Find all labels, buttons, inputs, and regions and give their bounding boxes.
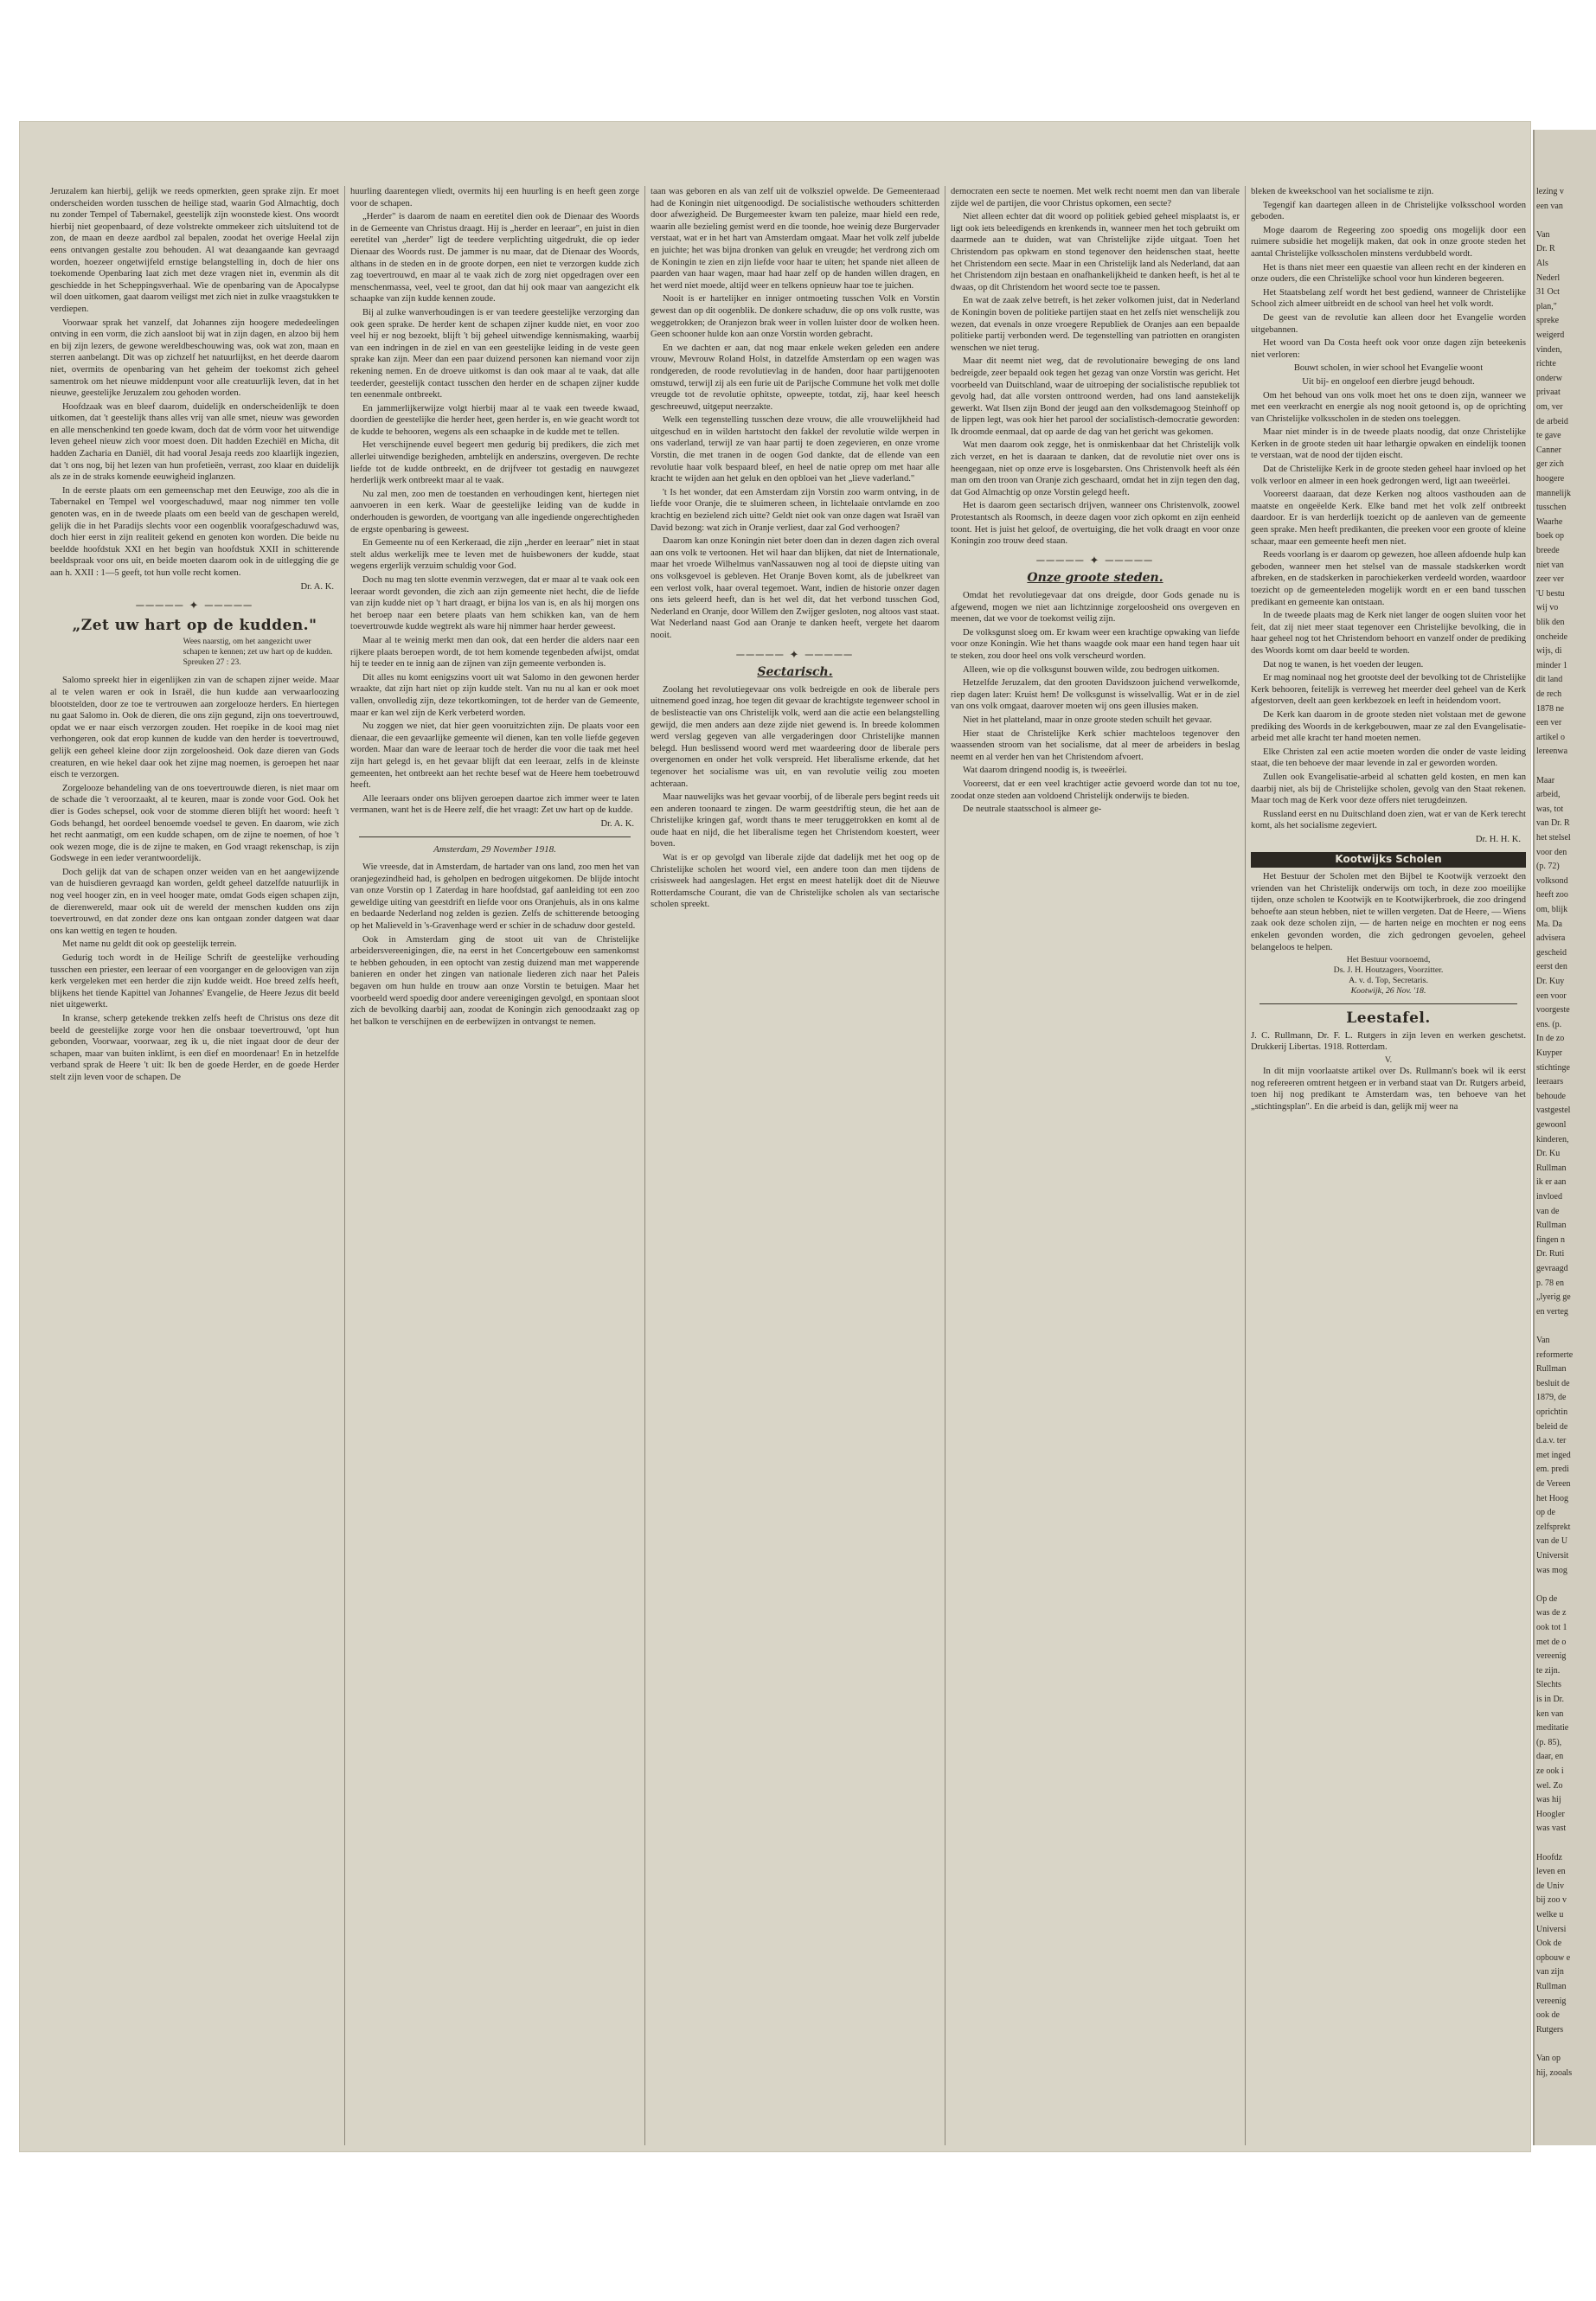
strip-line: breede	[1536, 546, 1560, 555]
paragraph: Nu zal men, zoo men de toestanden en verhoudingen kent, hiertegen niet aanvoeren in een kerk. Waar de geestelijke leiding van de kudde in onderhouden is geworden, de voortgang van alle ingediende ongerechtigheden de ergste openbaring is geweest.	[350, 489, 639, 535]
paragraph: Nu zoggen we niet, dat hier geen vooruitzichten zijn. De plaats voor een dienaar, die een gevaarlijke gemeente wil dienen, kan ten volle liefde gegeven worden. Maar dan ware de leeraar toch de herder die voor die taak met heel zijn hart gelegd is, en het gevaar blijft dat een leeraar, zelfs in de kleinste gemeenten, het ontbreekt aan het rechte besef wat de Heere hem toebetrouwd heeft.	[350, 721, 639, 791]
strip-line: (p. 72)	[1536, 862, 1560, 872]
paragraph: Zullen ook Evangelisatie-arbeid al schatten geld kosten, en men kan daarbij niet, als bij de Christelijke scholen, gevolg van den Staat rekenen. Maar toch mag de Kerk voor deze offers niet terugdeinzen.	[1251, 772, 1526, 806]
paragraph: In de eerste plaats om een gemeenschap met den Eeuwige, zoo als die in Tabernakel en Tempel wel voorgeschaduwd, maar nog nimmer ten volle genoten was, en in de tweede plaats om een beeld van de geschapen wereld, gelijk die in het Paradijs slechts voor een oogenblik voorafgeschaduwd was, doch hier eerst in zijn realiteit gekend en genoten kon worden. Die beide nu beeldde hoofdstuk XXI en het begin van hoofdstuk XXII in schitterende beeldspraak voor ons uit, en beide moeten daarom ook in de uitlegging die ge aan h. XXII : 1—5 geeft, tot hun volle recht komen.	[50, 485, 339, 578]
paragraph: Er mag nominaal nog het grootste deel der bevolking tot de Christelijke Kerk behooren, feitelijk is verreweg het meerder deel geheel van de Kerk afgestorven, deelt aan geen kerkbezoek en leeft in heidendom voort.	[1251, 673, 1526, 707]
paragraph: In de tweede plaats mag de Kerk niet langer de oogen sluiten voor het feit, dat zij niet meer staat tegenover een Christelijke bevolking, die in haar geheel nog tot het Christendom behoort en vanzelf onder de prediking des Woords komt om daar beeld te worden.	[1251, 611, 1526, 656]
strip-line: ook de	[1536, 2010, 1560, 2021]
strip-line: wijs, di	[1536, 646, 1562, 657]
paragraph: Moge daarom de Regeering zoo spoedig ons mogelijk door een ruimere subsidie het mogelijk maken, dat ook in onze groote steden het aantal Christelijke volksscholen minstens verdubbeld wordt.	[1251, 225, 1526, 259]
strip-line: richte	[1536, 359, 1556, 369]
column-rule	[1245, 186, 1246, 2145]
paragraph: bleken de kweekschool van het socialisme te zijn.	[1251, 187, 1434, 196]
strip-line: was vast	[1536, 1823, 1567, 1834]
section-rule	[359, 836, 631, 837]
paragraph: Maar dit neemt niet weg, dat de revolutionaire beweging de ons land bedreigde, zeer bepaald ook tegen het gezag van onze Vorstin was gericht. Het voorbeeld van Duitschland, waar de uitroeping der socialistische republiek tot gevolg had, dat alle vorsten onttroond werden, had ons land aanstekelijk gewerkt. Wat Ilsen zijn Bond der jeugd aan den volksdemagoog Steinhoff op de lippen legt, was ook hier het parool der socialistisch-democratie geworden: Ik droomde eenmaal, dat op aarde de dag van het gericht was gekomen.	[951, 356, 1240, 437]
strip-line: te zijn.	[1536, 1665, 1561, 1676]
paragraph: Dit alles nu komt eenigszins voort uit wat Salomo in den gewonen herder wraakte, dat zijn hart niet op zijn kudde stelt. Van nu nu al kan er ook moet vallen, onvolledig zijn, deze tekortkomingen, tot de herder van de Gemeente, maar er kan wel zijn de Kerk verbeterd worden.	[350, 672, 639, 718]
strip-line: het Hoog	[1536, 1493, 1568, 1503]
paragraph: Salomo spreekt hier in eigenlijken zin van de schapen zijner weide. Maar al te velen waren er ook in Israël, die hun kudde aan verwaarloozing blootstelden, door ze toe te vertrouwen aan zorgelooze herders. En hiertegen nu gaat Salomo in. Ook de dieren, die ons zijn gegund, zijn ons toevertrouwd, opdat we er naar eisch verzorgen zouden. Het roepike in de kooi mag niet verhongeren, ook dat erop kunnen de kudde van den herder is toevertrouwd, gelijk een geheel kleine door zijn zorgeloosheid. Ook daze dieren van Gods creaturen, en wie hekel daar ook het zijne mag noemen, is geroepen het naar eisch te verzorgen.	[50, 676, 339, 780]
notice-date: Kootwijk, 26 Nov. '18.	[1350, 986, 1426, 997]
strip-line: oncheide	[1536, 631, 1568, 642]
strip-line: Universi	[1536, 1924, 1567, 1934]
strip-line: Waarhe	[1536, 516, 1563, 527]
strip-line: voorgeste	[1536, 1005, 1570, 1016]
paragraph: En Gemeente nu of een Kerkeraad, die zijn „herder en leeraar" niet in staat stelt aldus werkelijk mee te leven met de huisbewoners der kudde, staat wegens ergerlijk verzuim schuldig voor God.	[350, 538, 639, 572]
strip-line: de rech	[1536, 689, 1562, 699]
column-5	[1251, 186, 1526, 2145]
strip-line: daar, en	[1536, 1752, 1564, 1762]
divider-ornament: ───── ✦ ─────	[136, 599, 253, 612]
strip-line: besluit de	[1536, 1378, 1570, 1388]
strip-line: was hij	[1536, 1795, 1561, 1805]
strip-line: spreke	[1536, 316, 1560, 326]
strip-line: de Vereen	[1536, 1479, 1571, 1489]
article-heading: Onze groote steden.	[1027, 571, 1163, 586]
strip-line: zeer ver	[1536, 574, 1564, 585]
paragraph: Het Staatsbelang zelf wordt het best gediend, wanneer de Christelijke School zich almeer uitbreidt en de school van heel het volk wordt.	[1251, 287, 1526, 310]
strip-line: vereenig	[1536, 1996, 1567, 2006]
strip-line: 31 Oct	[1536, 287, 1560, 298]
strip-line: de arbeid	[1536, 416, 1568, 426]
strip-line: artikel o	[1536, 732, 1566, 742]
strip-line: op de	[1536, 1508, 1555, 1518]
strip-line: „lyerig ge	[1536, 1292, 1571, 1303]
strip-line: Universit	[1536, 1551, 1569, 1561]
paragraph: Gedurig toch wordt in de Heilige Schrift de geestelijke verhouding tusschen een priester, een leeraar of een voorganger en de geloovigen van zijn kerk vergeleken met een herder die zijn kudde weidt. Hoe breed zelfs heeft, blijkens het tiende Kapittel van Johannes' Evangelie, de Heere Jezus dit beeld niet uitgewerkt.	[50, 953, 339, 1010]
paragraph: Daarom kan onze Koningin niet beter doen dan in dezen dagen zich overal aan ons volk te vertoonen. Het wil haar dan blijken, dat niet de Internationale, maar het vroede Wilhelmus vanNassauwen nog al tooi de diepste uiting van ons volksgevoel is gebleven. Het Oranje Boven komt, als de jubelkreet van een verlost volk, haar overal tegemoet. Want, indien de historie onzer dagen ons iets geleerd heeft, dan is het wel dit, dat het verbond tusschen God, Nederland en Oranje, door Willem den Zwijger gesloten, nog altoos vast staat. Wat Nederland naast God aan Oranje te danken heeft, vergete het daarom nooit.	[651, 536, 939, 640]
paragraph: Alle leeraars onder ons blijven geroepen daartoe zich immer weer te laten vermanen, want het is de Heere zelf, die het vraagt: Zet uw hart op de kudde.	[350, 793, 639, 816]
strip-line: arbeid,	[1536, 790, 1561, 800]
column-2	[350, 186, 639, 2145]
board-signature: A. v. d. Top, Secretaris.	[1349, 976, 1428, 986]
paragraph: Het is thans niet meer een quaestie van alleen recht en der kinderen en onze ouders, die een Christelijke school voor hun kinderen begeeren.	[1251, 262, 1526, 285]
paragraph: Alleen, wie op die volksgunst bouwen wilde, zou bedrogen uitkomen.	[963, 664, 1220, 675]
paragraph: Reeds voorlang is er daarom op gewezen, hoe alleen afdoende hulp kan geboden, wanneer men het stelsel van de massale stadskerken wordt afbreken, en de stadskerken in parochiekerken verdeeld worden, waardoor toezicht op de gemeenteleden mogelijk wordt en er een band tusschen predikant en gemeente kan ontstaan.	[1251, 550, 1526, 607]
strip-line: voor den	[1536, 847, 1567, 857]
strip-line: het stelsel	[1536, 833, 1571, 843]
strip-line: van zijn	[1536, 1967, 1564, 1977]
paragraph: Bij al zulke wanverhoudingen is er van teedere geestelijke verzorging dan ook geen sprake. De herder kent de schapen zijner kudde niet, en voor zoo veel hij er nog bezoekt, blijft 't bij geheel uitwendige kennismaking, waarbij van een indringen in de ziel en van een geestelijke leiding in de veste geen sprake kan zijn. Meer dan een paar duizend personen kan niemand voor zijn rekening nemen. En de droeve uitkomst is dan ook maar al te vaak, dat alle teederder, geestelijk contact tusschen den herder en de schapen zijner kudde ten eenenmale ontbreekt.	[350, 307, 639, 401]
strip-line: eerst den	[1536, 962, 1567, 972]
strip-line: minder 1	[1536, 660, 1567, 670]
strip-line: hoogere	[1536, 474, 1565, 484]
strip-line: 'U bestu	[1536, 588, 1565, 599]
poem-line: Bouwt scholen, in wier school het Evangelie woont	[1293, 363, 1484, 374]
strip-line: tusschen	[1536, 503, 1567, 513]
paragraph: Wat is er op gevolgd van liberale zijde dat dadelijk met het oog op de Christelijke scholen het woord viel, een andere toon dan men tijdens de crisisweek had aangeslagen. Het ergst en meest hatelijk doet dit de Nieuwe Rotterdamsche Courant, die van de Christelijke scholen als van sectarische scholen spreekt.	[651, 853, 939, 910]
paragraph: In kranse, scherp getekende trekken zelfs heeft de Christus ons deze dit beeld de geestelijke zorge voor hen die onsbaar toevertrouwd, 'opt hun gebonden, Voorwaar, voorwaar, zeg ik u, die niet ingaat door de deur der schapen, maar van buiten inklimt, is een dief en moordenaar! En in hetzelfde verband sprak de Heere 't uit: Ik ben de goede Herder, en de goede Herder stelt zijn leven voor de schapen. De	[50, 1014, 339, 1082]
paragraph: De volksgunst sloeg om. Er kwam weer een krachtige opwaking van liefde voor onze Koningin. Wie het thans waagde ook maar een hand tegen haar uit te steken, zou door heel ons volk verscheurd worden.	[951, 627, 1240, 661]
paragraph: Elke Christen zal een actie moeten worden die onder de vaste leiding staat, die ten behoeve der maar levende in zal er geworden worden.	[1251, 747, 1526, 769]
strip-line: Dr. R	[1536, 244, 1555, 254]
paragraph: Maar nauwelijks was het gevaar voorbij, of de liberale pers begint reeds uit een anderen toonaard te zingen. De warm geestdriftig steun, die het aan de Christelijke kringen gaf, wordt thans te meer teruggetrokken en komt al de oude haat en nijd, die het liberalisme tegen het Christendom koestert, weer boven.	[651, 792, 939, 849]
paragraph: Dat nog te wanen, is het voeden der leugen.	[1263, 659, 1424, 670]
paragraph: taan was geboren en als van zelf uit de volksziel opwelde. De Gemeenteraad had de Koningin niet uitgenoodigd. De socialistische wethouders schitterden door afwezigheid. De Burgemeester kwam ten paleize, maar hield een rede, waarin alle bezieling gemist werd en die toonde, hoe weinig deze Burgervader verstaat, wat er in het hart van Amsterdam omgaat. Maar het volk zelf jubelde en juichte; het was bijna dronken van geluk en vreugde; het verdrong zich om de Koningin te zien en zijn liefde voor haar te uiten; het spande niet alleen de paarden van haar wagen, maar had haar zelf op de handen willen dragen, en het werd niet moede, altijd weer en telkens opnieuw haar toe te juichen.	[651, 187, 939, 291]
strip-line: de Univ	[1536, 1881, 1564, 1891]
strip-line: kinderen,	[1536, 1134, 1569, 1144]
paragraph: Hier staat de Christelijke Kerk schier machteloos tegenover den waassenden stroom van het socialisme, dat al meer de arbeiders in beslag neemt en al verder hen van het Christendom afvoert.	[951, 728, 1240, 762]
article-heading: Sectarisch.	[757, 665, 833, 680]
strip-line: met de o	[1536, 1637, 1567, 1647]
strip-line: leven en	[1536, 1867, 1566, 1877]
paragraph: huurling daarentegen vliedt, overmits hij een huurling is en heeft geen zorge voor de schapen.	[350, 187, 639, 208]
paragraph: Om het behoud van ons volk moet het ons te doen zijn, wanneer we met een veerkracht en energie als nog nooit getoond is, op de oprichting van Christelijke volksscholen in de steden ons toeleggen.	[1251, 390, 1526, 424]
paragraph: Niet alleen echter dat dit woord op politiek gebied geheel misplaatst is, er ligt ook iets beleedigends en krenkends in, wanneer men het toch gebruikt om daarmede aan te duiden, wat van Christelijke zijde uitgaat. Toen het Christendom pas opkwam en stond tegenover den heidenschen staat, heette het Christendom een secte. Maar in een Christelijk land als Nederland, dat aan het Christendom zijn bestaan en onafhankelijkheid te danken heeft, is het al te dwaas, op dit Christendom het woord secte toe te passen.	[951, 212, 1240, 292]
strip-line: fingen n	[1536, 1234, 1566, 1245]
strip-line: bij zoo v	[1536, 1895, 1567, 1906]
paragraph: Hoofdzaak was en bleef daarom, duidelijk en onderscheidenlijk te doen uitkomen, dat 't geestelijk thans alles vrij van alle smet, nieuw was geworden en alle menschenkind ten goede kwam, doch dat de vórm voor het uitwendige leven geheel nieuw zich voor moest doen. Dit hadden Ezechiël en Micha, dit hadden Zacharia en Daniël, dit had vooral Jesaja reeds zoo klaarlijk ingezien, dat 't ons nog, bij het lezen van hun profetieën, verrast, zoo klaar en duidelijk als ze in de straks komende eeuwigheid inglanzen.	[50, 401, 339, 483]
paragraph: In dit mijn voorlaatste artikel over Ds. Rullmann's boek wil ik eerst nog refereeren omtrent hetgeen er in verband staat van Dr. Rutgers arbeid, toen hij nog predikant te Amsterdam was, ten behoeve van het „stichtingsplan". En die arbeid is dan, gelijk mij weer na	[1251, 1067, 1526, 1112]
paragraph: Jeruzalem kan hierbij, gelijk we reeds opmerkten, geen sprake zijn. Er moet onderscheiden worden tusschen de heilige stad, waarin God Almachtig, doch nu zonder Tempel of Tabernakel, geestelijk zijn woonstede kiest. Ons woordt hierbij niet geopenbaard, of deze volstrekte ommekeer zich uitsluitend tot de zon, de maan en deeze aardbol zal bepalen, zoodat het overige Heelal zijn eens ontvangen gestalte zou behouden. Al wat deaangaande kan gevraagd worden, hoezeer ongetwijfeld ernstige belangstelling in, doch de hier ons toekomende Openbaring laat zich met deze vragen niet in, evenmin als dit geschiedde in het Scheppingsverhaal. Wie de openbaring van de Apocalypse wil doen uitkomen, gaat daarom veiligst met zich niet in zulke vraagstukken te verdiepen.	[50, 187, 339, 314]
strip-line: en verteg	[1536, 1306, 1568, 1317]
strip-line: Hoofdz	[1536, 1852, 1562, 1862]
paragraph: Het Bestuur der Scholen met den Bijbel te Kootwijk verzoekt den vrienden van het Christelijk onderwijs om toch, in deze zoo moeilijke tijden, onze scholen te Kootwijk en te Kootwijkerbroek, die zoo dringend behoefte aan steun hebben, niet te willen vergeten. Dat de Heere, — Wiens zaak ook deze scholen zijn, — de harten neige en mochten er nog eens enkelen gevonden worden, die zich gedrongen gevoelen, geheel belangeloos te helpen.	[1251, 872, 1526, 952]
strip-line: beleid de	[1536, 1421, 1568, 1432]
column-1	[50, 186, 339, 2145]
strip-line: was, tot	[1536, 804, 1564, 814]
strip-line: Hoogler	[1536, 1809, 1565, 1819]
strip-line: een ver	[1536, 718, 1562, 728]
strip-line: reformerte	[1536, 1349, 1574, 1360]
adjacent-page-text	[1536, 186, 1596, 2145]
strip-line: ze ook i	[1536, 1766, 1564, 1776]
strip-line: p. 78 en	[1536, 1278, 1564, 1288]
strip-line: 1879, de	[1536, 1393, 1567, 1403]
strip-line: oprichtin	[1536, 1407, 1568, 1417]
book-citation: J. C. Rullmann, Dr. F. L. Rutgers in zijn leven en werken geschetst. Drukkerij Libertas. 1918. Rotterdam.	[1251, 1030, 1526, 1053]
section-rule	[1259, 1003, 1517, 1004]
strip-line: Rullman	[1536, 1163, 1567, 1173]
strip-line: niet van	[1536, 560, 1564, 570]
strip-line: Ma. Da	[1536, 919, 1562, 929]
strip-line: gescheid	[1536, 947, 1567, 958]
strip-line: opbouw e	[1536, 1952, 1571, 1963]
paragraph: Niet in het platteland, maar in onze groote steden schuilt het gevaar.	[963, 715, 1212, 725]
divider-ornament: ───── ✦ ─────	[736, 647, 854, 661]
column-rule	[344, 186, 345, 2145]
strip-line: blik den	[1536, 618, 1565, 627]
paragraph: Zorgelooze behandeling van de ons toevertrouwde dieren, is niet maar om de schade die 't veroorzaakt, al te keuren, maar is zonde voor God. Ook het dier is Godes schepsel, ook voor de stomme dieren blijft het woord: heeft 't Gods behangd, het oordeel benoemde voedsel te geven. En daarom, wie zich het recht aanmatigt, om een kudde schapen, om de zijne te noemen, of hoe 't ook wezen moge, die is de zijne te maken, en God vraagt rekenschap, is zijn Godswege in een ieder verantwoordelijk.	[50, 783, 339, 864]
article-heading: „Zet uw hart op de kudden."	[72, 616, 317, 634]
paragraph: Wat men daarom ook zegge, het is onmiskenbaar dat het Christelijk volk zich verzet, en het is daaraan te danken, dat de revolutie niet over ons is heengegaan, niet op onze erve is losgebarsten. Ons Christenvolk heeft als één man om den troon van Oranje zich geschaard, omdat het in zijn tegen den dag, dat God Almachtig op onze Vorstin gelegd heeft.	[951, 440, 1240, 497]
strip-line: vastgestel	[1536, 1106, 1571, 1116]
paragraph: De neutrale staatsschool is almeer ge-	[963, 804, 1102, 815]
strip-line: boek op	[1536, 531, 1564, 542]
author-signature: Dr. A. K.	[300, 581, 334, 592]
paragraph: Het is daarom geen sectarisch drijven, wanneer ons Christenvolk, zoowel Protestantsch als Roomsch, in deeze dagen voor zich opkomt en zijn eenheid toont. Het is juist het geloof, de overtuiging, die het volk draagt en voor onze Koningin zoo trouw deed staan.	[951, 501, 1240, 547]
paragraph: Wat daarom dringend noodig is, is tweeërlei.	[963, 766, 1127, 776]
strip-line: stichtinge	[1536, 1062, 1570, 1073]
strip-line: Rutgers	[1536, 2024, 1564, 2035]
strip-line: ens. (p.	[1536, 1019, 1562, 1029]
strip-line: em. predi	[1536, 1465, 1569, 1475]
paragraph: Tegengif kan daartegen alleen in de Christelijke volksschool worden geboden.	[1251, 200, 1526, 222]
paragraph: En jammerlijkerwijze volgt hierbij maar al te vaak een tweede kwaad, doordien de geestelijke die herder heet, geen herder is, en wie geacht wordt tot de kudde te behooren, wegens als een schaapke in de kudde met te tellen.	[350, 403, 639, 437]
strip-line: lereenwa	[1536, 747, 1568, 757]
strip-line: Van	[1536, 229, 1550, 240]
strip-line: Rullman	[1536, 1364, 1567, 1375]
strip-line: een van	[1536, 201, 1563, 211]
strip-line: van de	[1536, 1206, 1560, 1216]
paragraph: Maar niet minder is in de tweede plaats noodig, dat onze Christelijke Kerken in de groote steden uit haar lethargie opwaken en eindelijk toonen te verstaan, wat de nood der tijden eischt.	[1251, 427, 1526, 461]
strip-line: Als	[1536, 259, 1548, 268]
dateline: Amsterdam, 29 November 1918.	[433, 844, 556, 856]
paragraph: Dat de Christelijke Kerk in de groote steden geheel haar invloed op het volk verloor en almeer in een hoek gedrongen werd, ligt aan tweeërlei.	[1251, 465, 1526, 486]
paragraph: Nooit is er hartelijker en inniger ontmoeting tusschen Volk en Vorstin gewest dan op dit oogenblik. De donkere schaduw, die op ons volk rustte, was weggetrokken; de Oranjezon brak weer in vollen luister door de wolken heen. Geen schooner hulde kon aan onze Vorstin worden gebracht.	[651, 294, 939, 340]
strip-line: hij, zooals	[1536, 2067, 1573, 2078]
strip-line: Rullman	[1536, 1221, 1567, 1231]
strip-line: onderw	[1536, 373, 1562, 383]
strip-line: een voor	[1536, 990, 1567, 1001]
column-4	[951, 186, 1240, 2145]
strip-line: van de U	[1536, 1536, 1568, 1547]
section-header-bar: Kootwijks Scholen	[1251, 852, 1526, 868]
paragraph: Vooreerst, dat er een veel krachtiger actie gevoerd worde dan tot nu toe, zoodat onze steden aan voldoend Christelijk onderwijs te bieden.	[951, 779, 1240, 801]
strip-line: om, ver	[1536, 402, 1563, 412]
column-3	[651, 186, 939, 2145]
strip-line: was de z	[1536, 1608, 1567, 1618]
paragraph: De Kerk kan daarom in de groote steden niet volstaan met de gewone prediking des Woords in de kerkgebouwen, maar ze zal den Evangelisatie-arbeid met alle kracht ter hand moeten nemen.	[1251, 709, 1526, 744]
strip-line: d.a.v. ter	[1536, 1436, 1567, 1446]
strip-line: Dr. Kuy	[1536, 977, 1565, 986]
strip-line: gewoonl	[1536, 1120, 1567, 1130]
paragraph: 't Is het wonder, dat een Amsterdam zijn Vorstin zoo warm ontving, in de liefde voor Oranje, die te sluimeren scheen, in lichtelaaie ontvlamde en zoo krachtig en bezielend zich uitte? Geldt niet ook van onze dagen wat Israël van David bezong: wat zich in Oranje verliest, daar zal God verhoogen?	[651, 487, 939, 533]
paragraph: Hetzelfde Jeruzalem, dat den grooten Davidszoon juichend verwelkomde, riep dagen later: Kruist hem! De volksgunst is wisselvallig. Wat er in de ziel van ons volk omgaat, daarover moeten wij ons geen illusies maken.	[951, 678, 1240, 712]
paragraph: Zoolang het revolutiegevaar ons volk bedreigde en ook de liberale pers uitnemend goed inzag, hoe tegen dit gevaar de krachtigste tegenweer school in de beslisteactie van ons Christelijk volk, werd aan die actie een belangstelling gewijd, die men anders aan deze zijde niet gewend is. In breede kolommen werd verslag gegeven van alle vergaderingen door Christelijke mannen belegd. Hun beslissend woord werd met waardeering door de liberale pers overgenomen en onder het volk verspreid. Het liberalisme erkende, dat het tegenover het socialisme was uit, en van revolutie veilig zou moeten achteraan.	[651, 684, 939, 789]
strip-line: Rullman	[1536, 1982, 1567, 1991]
paragraph: Welk een tegenstelling tusschen deze vrouw, die alle vrouwelijkheid had uitgeschud en in wilden hartstocht den fakkel der revolutie wilde werpen in ons vaderland, terwijl ze van haar partij te doen zegevieren, en onze vrome Vorstin, die met tranen in de oogen God dankte, dat de ellende van een revolutie haar volk bespaard bleef, en heel de natie oprep om met haar alle kracht te wijden aan het geluk en den opbloei van het „lieve vaderland."	[651, 415, 939, 484]
strip-line: dit land	[1536, 675, 1563, 685]
strip-line: gevraagd	[1536, 1264, 1568, 1273]
paragraph: „Herder" is daarom de naam en eeretitel dien ook de Dienaar des Woords in de Gemeente van Christus draagt. Hij is „herder en leeraar", en juist in dien eeretitel van „herder" ligt de teedere verplichting uitgedrukt, die op ieder Dienaar des Woords rust. De jammer is nu maar, dat de Dienaar des Woords, althans in de steden en in de groote dorpen, een niet te verzorgen kudde zich zag toevertrouwd, en maar al te vaak zich de zorg niet opgedragen over een menschenmassa, veel, veel te groot, dan dat hij ook maar van aangezicht elk schaapke van zijn kudde kennen zoude.	[350, 212, 639, 304]
strip-line: weigerd	[1536, 330, 1565, 340]
strip-line: Canner	[1536, 445, 1561, 455]
paragraph: Het verschijnende euvel begeert men gedurig bij predikers, die zich met allerlei uitwendige bezigheden, ambtelijk en anderszins, overgeven. De rechte liefde tot de kudde ontbreekt, en de drijfveer tot gestadig en nauwgezet herderlijk werk ontbreekt maar al te vaak.	[350, 440, 639, 486]
strip-line: In de zo	[1536, 1034, 1565, 1044]
strip-line: te gave	[1536, 431, 1561, 441]
strip-line: Nederl	[1536, 272, 1561, 283]
strip-line: wij vo	[1536, 603, 1559, 613]
strip-line: Dr. Ku	[1536, 1149, 1561, 1159]
paragraph: Doch gelijk dat van de schapen onzer weiden van en het aangewijzende van de huisdieren gevraagd kan worden, geldt geheel datzelfde natuurlijk in nog veel hooger zin, en in veel hooger mate, omdat Gods eigen schapen zijn, de dierenwereld, maar ook uit de wereld der menschen kudden ons zijn toevertrouwd, en dat zonder deze ons kan ontgaan zonder datgeen wat daar ons kan wettig en tegen te houden.	[50, 867, 339, 936]
strip-line: ger zich	[1536, 459, 1564, 470]
paragraph: En we dachten er aan, dat nog maar enkele weken geleden een andere vrouw, Mevrouw Roland Holst, in datzelfde Amsterdam op een wagen was rondgereden, de roode revolutievlag in de handen, door haar partijgenooten omstuwd, terwijl zij als een furie uit de Parijsche Commune het volk met dolle vreugde tot de revolutie ophitste, opweepte, totdat, zij, haar keel heesch geschreeuwd, uitgeput neerzakte.	[651, 343, 939, 412]
strip-line: leeraars	[1536, 1077, 1564, 1087]
poem-line: Uit bij- en ongeloof een dierbre jeugd behoudt.	[1302, 376, 1475, 387]
paragraph: Omdat het revolutiegevaar dat ons dreigde, door Gods genade nu is afgewend, mogen we niet aan lichtzinnige zorgeloosheid ons overgeven en meenen, dat we voor de toekomst veilig zijn.	[951, 591, 1240, 625]
strip-line: heeft zoo	[1536, 890, 1568, 901]
paragraph: Wie vreesde, dat in Amsterdam, de hartader van ons land, zoo men het van oranjegezindheid had, is geholpen en bedrogen uitgekomen. De blijde intocht van onze Vorstin op 1 Zaterdag in hare hoofdstad, gaf aanleiding tot een zoo geweldige uiting van geestdrift en liefde voor ons Oranjehuis, als in ons kalme en bedaarde Nederland nog zelden is gezien. Zelfs de schitterende betooging op het Malieveld in 's-Gravenhage werd er schier in de schaduw door gesteld.	[350, 862, 639, 932]
strip-line: advisera	[1536, 933, 1566, 944]
article-heading: Leestafel.	[1346, 1009, 1431, 1028]
strip-line: is in Dr.	[1536, 1695, 1564, 1704]
scripture-motto: Wees naarstig, om het aangezicht uwer schapen te kennen; zet uw hart op de kudden. Spreuken 27 : 23.	[183, 638, 333, 668]
strip-line: lezing v	[1536, 187, 1564, 196]
strip-line: volksond	[1536, 875, 1568, 886]
divider-ornament: ───── ✦ ─────	[1036, 553, 1154, 567]
paragraph: De geest van de revolutie kan alleen door het Evangelie worden uitgebannen.	[1251, 312, 1526, 335]
strip-line: wel. Zo	[1536, 1780, 1563, 1791]
strip-line: Kuyper	[1536, 1048, 1562, 1058]
paragraph: democraten een secte te noemen. Met welk recht noemt men dan van liberale zijde wel de partijen, die voor Christus opkomen, een secte?	[951, 187, 1240, 208]
strip-line: vinden,	[1536, 344, 1562, 355]
strip-line: plan,"	[1536, 301, 1557, 311]
strip-line: behoude	[1536, 1091, 1566, 1101]
strip-line: 1878 ne	[1536, 703, 1564, 714]
strip-line: Van	[1536, 1336, 1550, 1345]
strip-line: ken van	[1536, 1708, 1564, 1719]
paragraph: Vooreerst daaraan, dat deze Kerken nog altoos vasthouden aan de maatste en ongeëelde Kerk. Elke band met het volk zelf ontbreekt daardoor. Er is van herderlijk toezicht op de aanleven van de gemeente geen sprake. Men heeft predikanten, die preeken voor een groote of kleine schaar, maar een gemeente heeft men niet.	[1251, 490, 1526, 547]
strip-line: Ook de	[1536, 1939, 1562, 1949]
strip-line: invloed	[1536, 1192, 1562, 1202]
paragraph: Russland eerst en nu Duitschland doen zien, wat er van de Kerk terecht komt, als het socialisme zegeviert.	[1251, 809, 1526, 831]
strip-line: welke u	[1536, 1910, 1564, 1920]
strip-line: om, blijk	[1536, 905, 1568, 914]
strip-line: Dr. Ruti	[1536, 1249, 1565, 1259]
strip-line: (p. 85),	[1536, 1737, 1562, 1747]
paragraph: En wat de zaak zelve betreft, is het zeker volkomen juist, dat in Nederland de Koningin boven de politieke partijen staat en het zelfs niet wenschelijk zou wezen, dat evenals in onze vroegere Republiek de Oranjes aan een bepaalde politieke partij verbonden werd. De tegenstelling van patriotten en orangisten wenschen we niet terug.	[951, 296, 1240, 353]
strip-line: Maar	[1536, 775, 1555, 785]
strip-line: privaat	[1536, 388, 1561, 398]
paragraph: Maar al te weinig merkt men dan ook, dat een herder die alders naar een rijkere plaats beroepen wordt, de tot hem komende tegenbeden afwijst, omdat hij te teeder en te innig aan de zijnen van zijn gemeente verbonden is.	[350, 635, 639, 670]
strip-line: vereenig	[1536, 1651, 1567, 1662]
strip-line: was mog	[1536, 1565, 1567, 1575]
paragraph: Doch nu mag ten slotte evenmin verzwegen, dat er maar al te vaak ook een leeraar wordt gevonden, die zich aan zijn gemeente niet hecht, die de liefde van zijn kudde niet op 't hart draagt, er bijna los van is, en als hij morgen ons het beroep naar een betere plaats van hem schikken kan, van de hem toevertrouwde kudde wegtrekt als ware hij nimmer haar herder geweest.	[350, 575, 639, 632]
board-signature: Ds. J. H. Houtzagers, Voorzitter.	[1333, 965, 1444, 976]
strip-line: van Dr. R	[1536, 818, 1570, 829]
strip-line: meditatie	[1536, 1723, 1569, 1734]
author-signature: Dr. H. H. K.	[1475, 834, 1521, 844]
part-number: V.	[1384, 1055, 1393, 1065]
paragraph: Met name nu geldt dit ook op geestelijk terrein.	[62, 939, 237, 950]
strip-line: Op de	[1536, 1593, 1558, 1604]
paragraph: Het woord van Da Costa heeft ook voor onze dagen zijn beteekenis niet verloren:	[1251, 338, 1526, 360]
paragraph: Voorwaar sprak het vanzelf, dat Johannes zijn hoogere mededeelingen ontving in een vorm, die zich aansloot bij wat in zijn dagen, en alzoo bij hem en bij zijn lezers, de gewone wereldbeschouwing was, ook wat zon, maan en sterren aanbelangt. Dit was op zichzelf het natuurlijkst, en het deerde daarom niet, overmits de openbaring van het geheim der toekomst zich geheel samentrok om het nieuwe middenpunt voor alle creatuurlijk leven, dat in het nieuwe, geestelijke Jeruzalem zou gehoden worden.	[50, 317, 339, 399]
strip-line: Slechts	[1536, 1680, 1561, 1690]
strip-line: ik er aan	[1536, 1177, 1567, 1188]
board-signature: Het Bestuur voornoemd,	[1346, 955, 1431, 965]
author-signature: Dr. A. K.	[600, 818, 634, 829]
strip-line: ook tot 1	[1536, 1623, 1567, 1632]
strip-line: mannelijk	[1536, 488, 1571, 498]
strip-line: zelfsprekt	[1536, 1522, 1571, 1532]
column-rule	[644, 186, 645, 2145]
paragraph: Ook in Amsterdam ging de stoot uit van de Christelijke arbeidersvereenigingen, die, na eerst in het Concertgebouw een samenkomst te hebben gehouden, in een optocht van zestig duizend man met wapperende banieren en onder het zingen van nationale liederen zich naar het Paleis begaven om hun hulde en trouw aan onze Vorstin te betuigen. Maar het voorbeeld werd spoedig door andere vereenigingen gevolgd, en spontaan sloot zich de bevolking daarbij aan, zoodat de Koningin zich genoodzaakt zag op het balkon te verschijnen en de eerbewijzen in ontvangst te nemen.	[350, 934, 639, 1027]
strip-line: met inged	[1536, 1450, 1571, 1460]
strip-line: Van op	[1536, 2054, 1561, 2063]
